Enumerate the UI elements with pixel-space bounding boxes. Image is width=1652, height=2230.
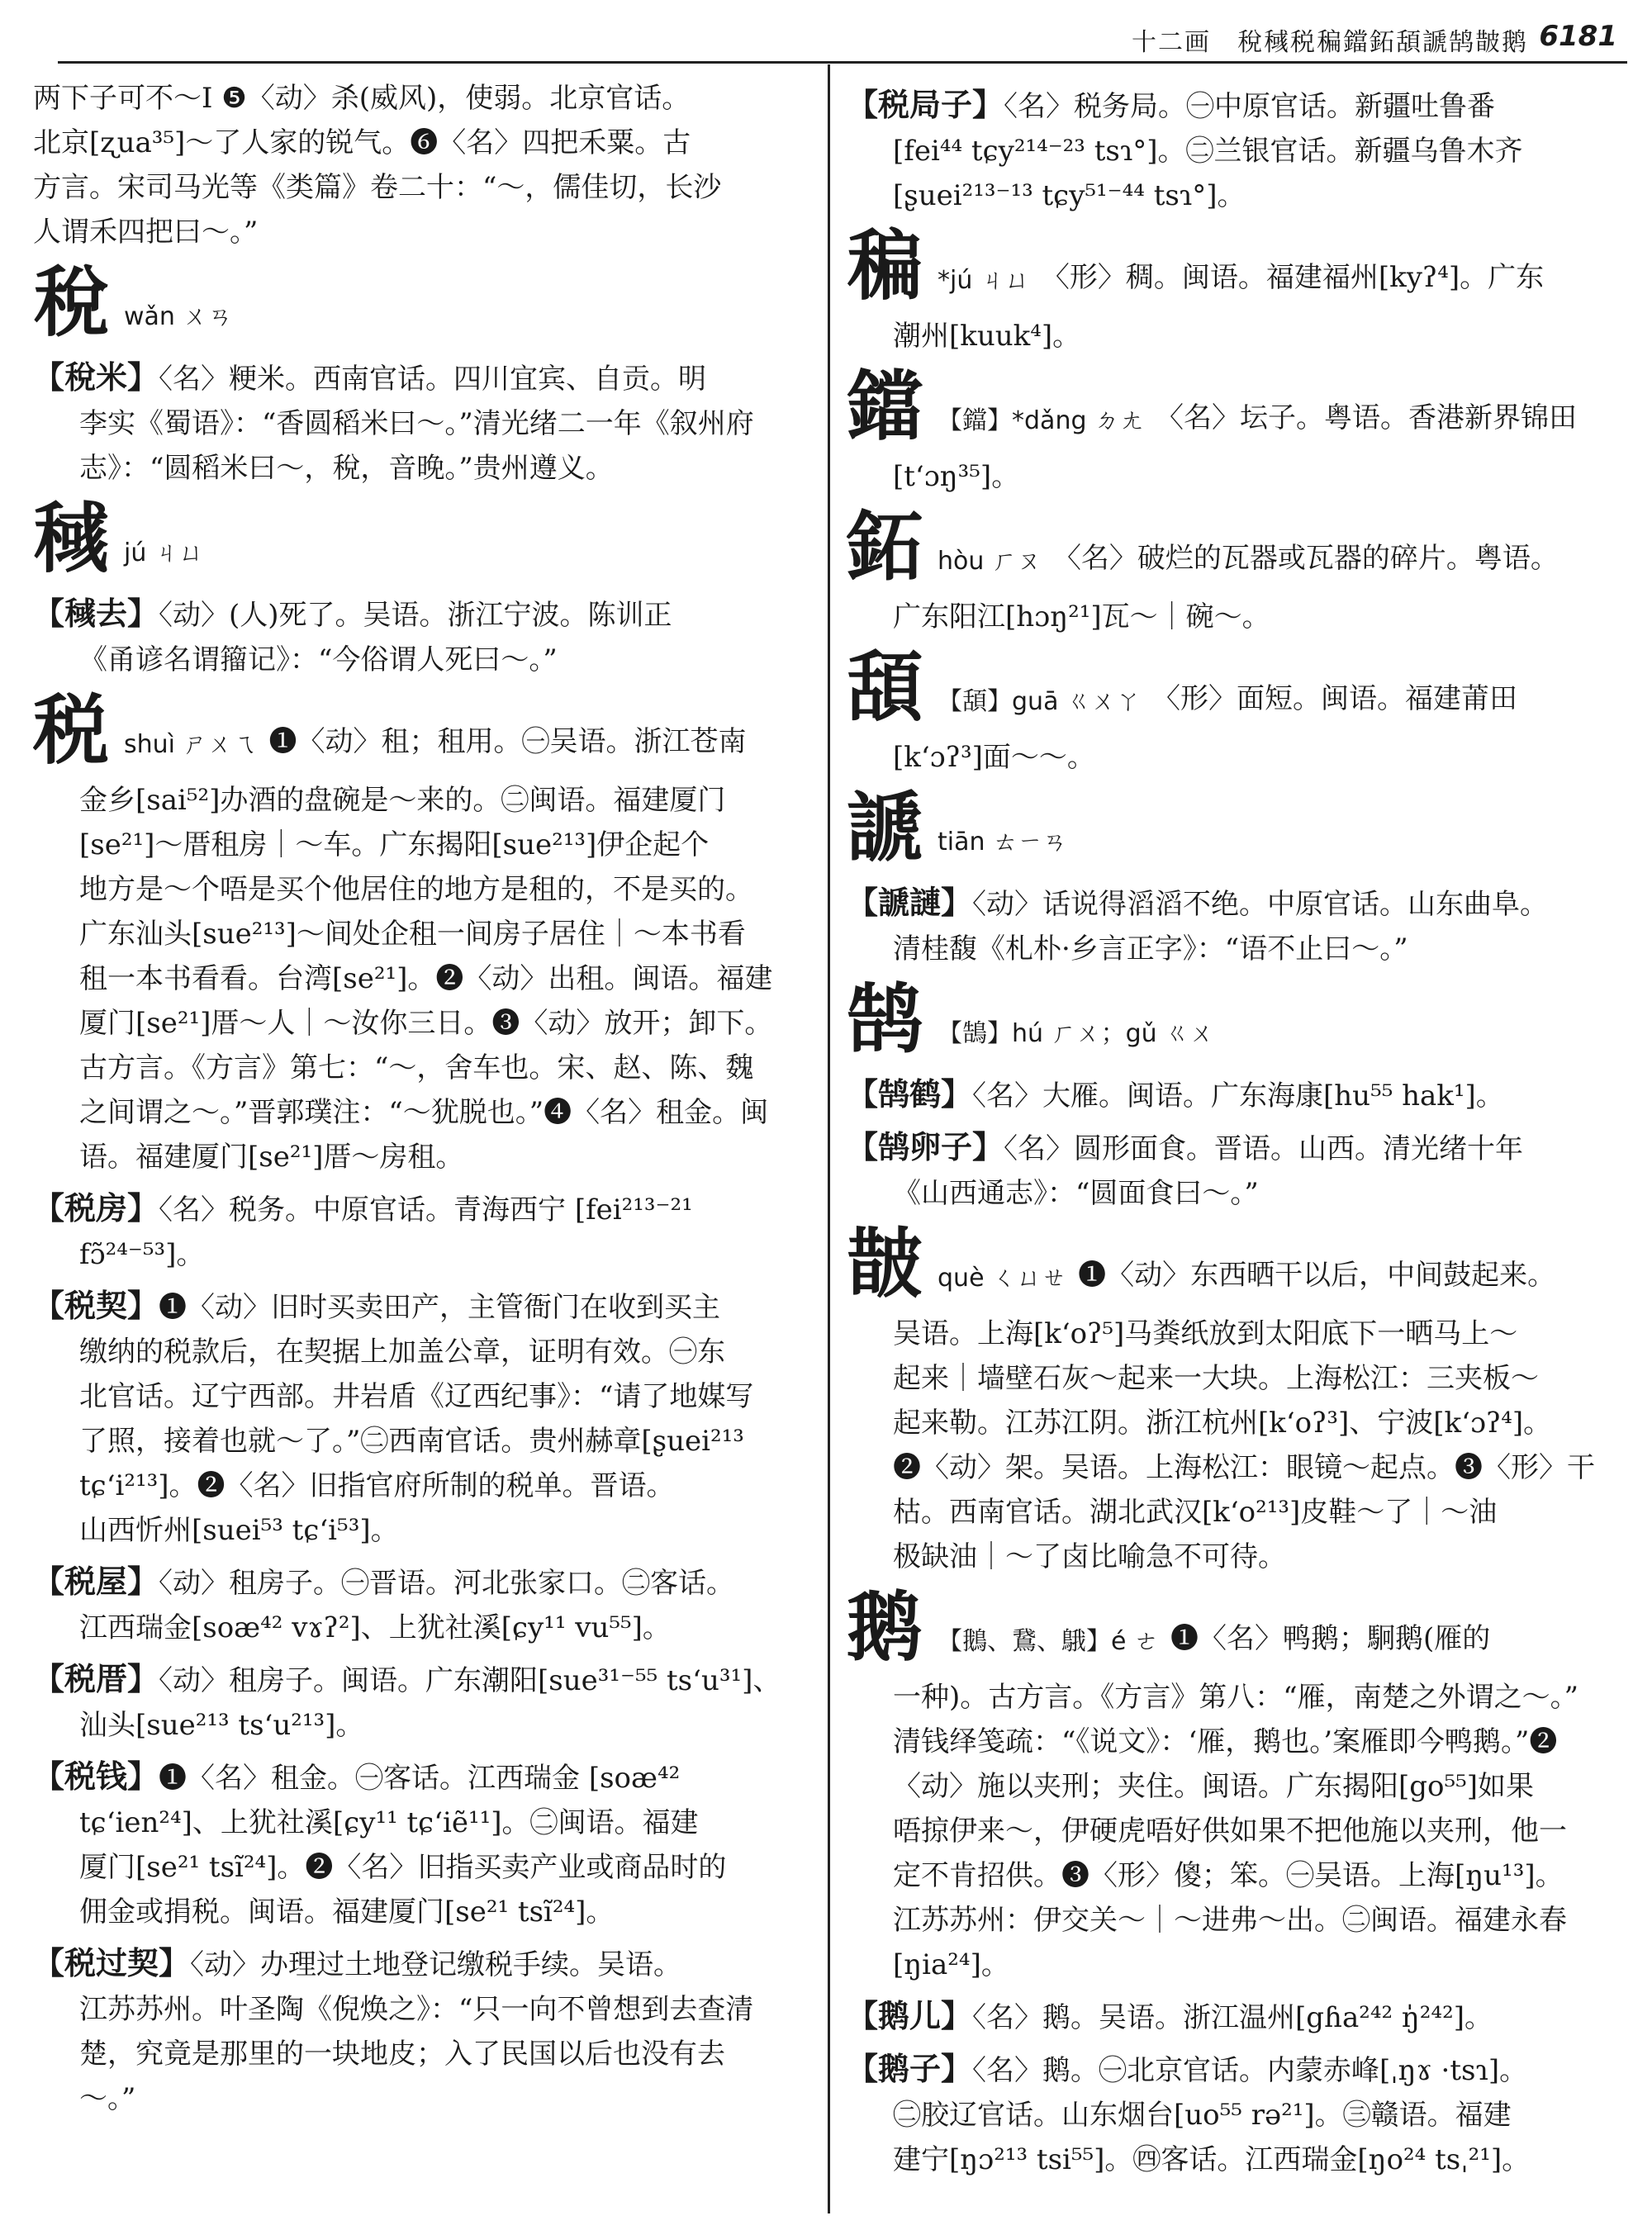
definition-line: 〈动〉施以夹刑；夹住。闽语。广东揭阳[go⁵⁵]如果 bbox=[893, 1770, 1535, 1803]
definition-line: 起来｜墙壁石灰～起来一大块。上海松江：三夹板～ bbox=[893, 1362, 1539, 1395]
head-character: 鐺 bbox=[847, 363, 923, 451]
compound-word: 【鹅儿】 bbox=[847, 1997, 973, 2034]
definition-line: 李实《蜀语》：“香圆稻米曰～。”清光绪二一年《叙州府 bbox=[79, 407, 754, 440]
pronunciation: què ㄑㄩㄝ bbox=[938, 1264, 1067, 1293]
definition-line: 〈名〉税务。中原官话。青海西宁 [fei²¹³⁻²¹ bbox=[159, 1193, 693, 1226]
definition-line: 潮州[kuuk⁴]。 bbox=[893, 320, 1081, 353]
definition-line: 厦门[se²¹]厝～人｜～汝你三日。❸〈动〉放开；卸下。 bbox=[79, 1007, 773, 1040]
intro-line: 两下子可不～Ⅰ ❺〈动〉杀(威风)，使弱。北京官话。 bbox=[33, 82, 691, 115]
definition-line: ❶〈名〉租金。㊀客话。江西瑞金 [soæ⁴² bbox=[159, 1762, 681, 1795]
compound-entry bbox=[33, 1657, 818, 1703]
entry-head bbox=[33, 494, 818, 585]
definition-line: 北官话。辽宁西部。井岩盾《辽西纪事》：“请了地媒写 bbox=[79, 1380, 754, 1413]
page-number: 6181 bbox=[1539, 20, 1617, 53]
head-character: 稨 bbox=[847, 222, 923, 311]
compound-entry bbox=[847, 880, 1627, 927]
compound-word: 【税局子】 bbox=[847, 86, 1004, 123]
definition-line: 清钱绎笺疏：“《说文》：‘雁，鹅也。’案雁即今鸭鹅。”❷ bbox=[893, 1725, 1558, 1758]
definition-line: 〈形〉面短。闽语。福建莆田 bbox=[1152, 682, 1517, 715]
definition-line: 〈形〉稠。闽语。福建福州[kyʔ⁴]。广东 bbox=[1041, 261, 1545, 294]
compound-entry bbox=[33, 1186, 818, 1232]
pronunciation: wǎn ㄨㄢ bbox=[124, 302, 233, 331]
compound-word: 【稅米】 bbox=[33, 358, 159, 396]
compound-word: 【税钱】 bbox=[33, 1758, 159, 1795]
compound-entry bbox=[847, 1994, 1627, 2040]
definition-line: 江西瑞金[soæ⁴² vɤʔ²]、上犹社溪[ɕy¹¹ vu⁵⁵]。 bbox=[79, 1611, 671, 1644]
definition-line: 〈名〉圆形面食。晋语。山西。清光绪十年 bbox=[1004, 1132, 1524, 1165]
compound-word: 【税过契】 bbox=[33, 1944, 191, 1981]
column-divider bbox=[828, 64, 830, 2213]
head-character: 鉐 bbox=[847, 503, 923, 591]
compound-word: 【税房】 bbox=[33, 1189, 159, 1226]
compound-word: 【謕謰】 bbox=[847, 884, 973, 921]
definition-line: [fei⁴⁴ tɕy²¹⁴⁻²³ tsɿ°]。㊁兰银官话。新疆乌鲁木齐 bbox=[893, 135, 1523, 168]
head-character: 鹄 bbox=[847, 975, 923, 1064]
compound-entry bbox=[33, 1754, 818, 1801]
definition-line: 了照，接着也就～了。”㊁西南官话。贵州赫章[ʂuei²¹³ bbox=[79, 1425, 744, 1458]
definition-line: 〈动〉办理过土地登记缴税手续。吴语。 bbox=[190, 1948, 682, 1981]
definition-line: 佣金或捐税。闽语。福建厦门[se²¹ tsĩ²⁴]。 bbox=[79, 1896, 615, 1929]
compound-word: 【鹅子】 bbox=[847, 2050, 973, 2087]
compound-entry bbox=[33, 1559, 818, 1606]
definition-line: 〈名〉粳米。西南官话。四川宜宾、自贡。明 bbox=[159, 363, 707, 396]
left-column bbox=[33, 76, 818, 2222]
compound-entry bbox=[33, 355, 818, 401]
definition-line: 〈名〉鹅。吴语。浙江温州[gɦa²⁴² ŋ̍²⁴²]。 bbox=[972, 2001, 1493, 2034]
definition-line: 之间谓之～。”晋郭璞注：“～犹脱也。”❹〈名〉租金。闽 bbox=[79, 1096, 769, 1129]
definition-line: 建宁[ŋɔ²¹³ tsi⁵⁵]。㊃客话。江西瑞金[ŋo²⁴ tsˌ²¹]。 bbox=[893, 2143, 1531, 2176]
intro-line: 方言。宋司马光等《类篇》卷二十：“～，儒佳切，长沙 bbox=[33, 171, 722, 204]
compound-entry bbox=[847, 1072, 1627, 1118]
definition-line: 广东汕头[sue²¹³]～间处企租一间房子居住｜～本书看 bbox=[79, 918, 746, 951]
definition-line: 租一本书看看。台湾[se²¹]。❷〈动〉出租。闽语。福建 bbox=[79, 962, 773, 995]
definition-line: ～。” bbox=[79, 2082, 136, 2115]
page-header bbox=[0, 0, 1652, 68]
compound-entry bbox=[847, 83, 1627, 129]
definition-line: fɔ̃²⁴⁻⁵³]。 bbox=[79, 1238, 205, 1271]
definition-line: 汕头[sue²¹³ tsʻu²¹³]。 bbox=[79, 1709, 364, 1742]
definition-line: 〈名〉坛子。粤语。香港新界锦田 bbox=[1156, 401, 1578, 434]
definition-line: 极缺油｜～了卤比喻急不可待。 bbox=[893, 1540, 1286, 1573]
definition-line: 江苏苏州。叶圣陶《倪焕之》：“只一向不曾想到去查清 bbox=[79, 1993, 754, 2026]
head-character: 皵 bbox=[847, 1220, 923, 1308]
entry-head bbox=[847, 362, 1627, 453]
definition-line: 《山西通志》：“圆面食曰～。” bbox=[893, 1177, 1259, 1210]
head-character: 鹅 bbox=[847, 1583, 923, 1672]
compound-word: 【税厝】 bbox=[33, 1660, 159, 1697]
definition-line: 语。福建厦门[se²¹]厝～房租。 bbox=[79, 1141, 464, 1174]
definition-line: ❶〈动〉东西晒干以后，中间鼓起来。 bbox=[1078, 1259, 1556, 1292]
compound-entry bbox=[33, 1941, 818, 1987]
definition-line: [ʂuei²¹³⁻¹³ tɕy⁵¹⁻⁴⁴ tsɿ°]。 bbox=[893, 179, 1246, 212]
entry-head bbox=[847, 221, 1627, 312]
definition-line: ❷〈动〉架。吴语。上海松江：眼镜～起点。❸〈形〉干 bbox=[893, 1451, 1595, 1484]
definition-line: 定不肯招供。❸〈形〉傻；笨。㊀吴语。上海[ŋu¹³]。 bbox=[893, 1859, 1564, 1892]
definition-line: 缴纳的税款后，在契据上加盖公章，证明有效。㊀东 bbox=[79, 1336, 725, 1369]
header-title: 十二画 稅稶税稨鐺鉐頢謕鹄皵鹅 bbox=[1132, 28, 1528, 57]
definition-line: [ŋia²⁴]。 bbox=[893, 1948, 1009, 1981]
definition-line: tɕʻien²⁴]、上犹社溪[ɕy¹¹ tɕʻiẽ¹¹]。㊁闽语。福建 bbox=[79, 1806, 699, 1839]
definition-line: 楚，究竟是那里的一块地皮；入了民国以后也没有去 bbox=[79, 2038, 725, 2071]
entry-head bbox=[33, 686, 818, 776]
definition-line: ㊁胶辽官话。山东烟台[uo⁵⁵ rə²¹]。㊂赣语。福建 bbox=[893, 2099, 1512, 2132]
definition-line: ❶〈动〉旧时买卖田产，主管衙门在收到买主 bbox=[159, 1291, 721, 1324]
definition-line: 吴语。上海[kʻoʔ⁵]马粪纸放到太阳底下一晒马上～ bbox=[893, 1317, 1518, 1350]
compound-entry bbox=[33, 591, 818, 638]
head-character: 稅 bbox=[33, 259, 110, 347]
pronunciation: 【鐺】*dǎng ㄉㄤ bbox=[938, 406, 1145, 435]
definition-line: 〈名〉大雁。闽语。广东海康[hu⁵⁵ hak¹]。 bbox=[972, 1079, 1504, 1113]
compound-entry bbox=[33, 1283, 818, 1330]
definition-line: 〈动〉(人)死了。吴语。浙江宁波。陈训正 bbox=[159, 599, 672, 632]
compound-word: 【鹄鹤】 bbox=[847, 1075, 973, 1113]
entry-head bbox=[847, 783, 1627, 874]
pronunciation: 【鵠】hú ㄏㄨ；gǔ ㄍㄨ bbox=[938, 1019, 1215, 1048]
head-character: 稶 bbox=[33, 495, 110, 583]
definition-line: 厦门[se²¹ tsĩ²⁴]。❷〈名〉旧指买卖产业或商品时的 bbox=[79, 1851, 727, 1884]
entry-head bbox=[33, 258, 818, 349]
right-column bbox=[847, 76, 1627, 2222]
definition-line: 广东阳江[hɔŋ²¹]瓦～｜碗～。 bbox=[893, 600, 1270, 633]
definition-line: 《甬谚名谓籀记》：“今俗谓人死曰～。” bbox=[79, 643, 558, 676]
entry-head bbox=[847, 975, 1627, 1065]
definition-line: 志》：“圆稻米曰～，稅，音晚。”贵州遵义。 bbox=[79, 452, 614, 485]
definition-line: 〈动〉租房子。㊀晋语。河北张家口。㊁客话。 bbox=[159, 1567, 735, 1600]
definition-line: 江苏苏州：伊交关～｜～进弗～出。㊁闽语。福建永春 bbox=[893, 1904, 1567, 1937]
entry-head bbox=[847, 1582, 1627, 1673]
pronunciation: hòu ㄏㄡ bbox=[938, 547, 1042, 576]
pronunciation: jú ㄐㄩ bbox=[124, 539, 204, 567]
compound-entry bbox=[847, 2047, 1627, 2093]
header-rule bbox=[58, 61, 1627, 64]
definition-line: 〈名〉税务局。㊀中原官话。新疆吐鲁番 bbox=[1004, 90, 1496, 123]
pronunciation: *jú ㄐㄩ bbox=[938, 266, 1030, 295]
definition-line: ❶〈名〉鸭鹅；駉鹅(雁的 bbox=[1170, 1622, 1491, 1655]
definition-line: 山西忻州[suei⁵³ tɕʻi⁵³]。 bbox=[79, 1514, 399, 1547]
pronunciation: tiān ㄊㄧㄢ bbox=[938, 828, 1068, 856]
compound-word: 【税屋】 bbox=[33, 1563, 159, 1600]
definition-line: 枯。西南官话。湖北武汉[kʻo²¹³]皮鞋～了｜～油 bbox=[893, 1496, 1498, 1529]
definition-line: 地方是～个唔是买个他居住的地方是租的，不是买的。 bbox=[79, 873, 753, 906]
pronunciation: 【鵝、鵞、䳘】é ㄜ bbox=[938, 1627, 1160, 1656]
compound-word: 【稶去】 bbox=[33, 595, 159, 632]
definition-line: 〈动〉租房子。闽语。广东潮阳[sue³¹⁻⁵⁵ tsʻu³¹]、 bbox=[159, 1664, 781, 1697]
head-character: 税 bbox=[33, 686, 110, 775]
definition-line: 起来勒。江苏江阴。浙江杭州[kʻoʔ³]、宁波[kʻɔʔ⁴]。 bbox=[893, 1407, 1552, 1440]
compound-word: 【鹄卵子】 bbox=[847, 1128, 1004, 1165]
entry-head bbox=[847, 643, 1627, 733]
definition-line: [tʻɔŋ³⁵]。 bbox=[893, 460, 1020, 493]
definition-line: 清桂馥《札朴·乡言正字》：“语不止曰～。” bbox=[893, 932, 1408, 966]
pronunciation: shuì ㄕㄨㄟ bbox=[124, 730, 258, 759]
definition-line: 唔掠伊来～，伊硬虎唔好供如果不把他施以夹刑，他一 bbox=[893, 1815, 1567, 1848]
compound-word: 【税契】 bbox=[33, 1287, 159, 1324]
entry-head bbox=[847, 502, 1627, 593]
pronunciation: 【頢】guā ㄍㄨㄚ bbox=[938, 687, 1141, 716]
intro-line: 人谓禾四把曰～。” bbox=[33, 216, 259, 249]
definition-line: 〈动〉话说得滔滔不绝。中原官话。山东曲阜。 bbox=[972, 888, 1549, 921]
compound-entry bbox=[847, 1125, 1627, 1171]
definition-line: [kʻɔʔ³]面～～。 bbox=[893, 741, 1095, 774]
definition-line: tɕʻi²¹³]。❷〈名〉旧指官府所制的税单。晋语。 bbox=[79, 1469, 675, 1502]
definition-line: 古方言。《方言》第七：“～，舍车也。宋、赵、陈、魏 bbox=[79, 1051, 754, 1084]
definition-line: ❶〈动〉租；租用。㊀吴语。浙江苍南 bbox=[268, 725, 747, 758]
entry-head bbox=[847, 1219, 1627, 1310]
head-character: 謕 bbox=[847, 784, 923, 872]
intro-line: 北京[ʐua³⁵]～了人家的锐气。❻〈名〉四把禾粟。古 bbox=[33, 126, 691, 159]
definition-line: 〈名〉破烂的瓦器或瓦器的碎片。粤语。 bbox=[1052, 542, 1559, 575]
head-character: 頢 bbox=[847, 643, 923, 732]
definition-line: 一种)。古方言。《方言》第八：“雁，南楚之外谓之～。” bbox=[893, 1681, 1579, 1714]
definition-line: 金乡[sai⁵²]办酒的盘碗是～来的。㊁闽语。福建厦门 bbox=[79, 784, 726, 817]
definition-line: [se²¹]～厝租房｜～车。广东揭阳[sue²¹³]伊企起个 bbox=[79, 828, 710, 861]
definition-line: 〈名〉鹅。㊀北京官话。内蒙赤峰[ˌŋɤ ·tsɿ]。 bbox=[972, 2054, 1528, 2087]
